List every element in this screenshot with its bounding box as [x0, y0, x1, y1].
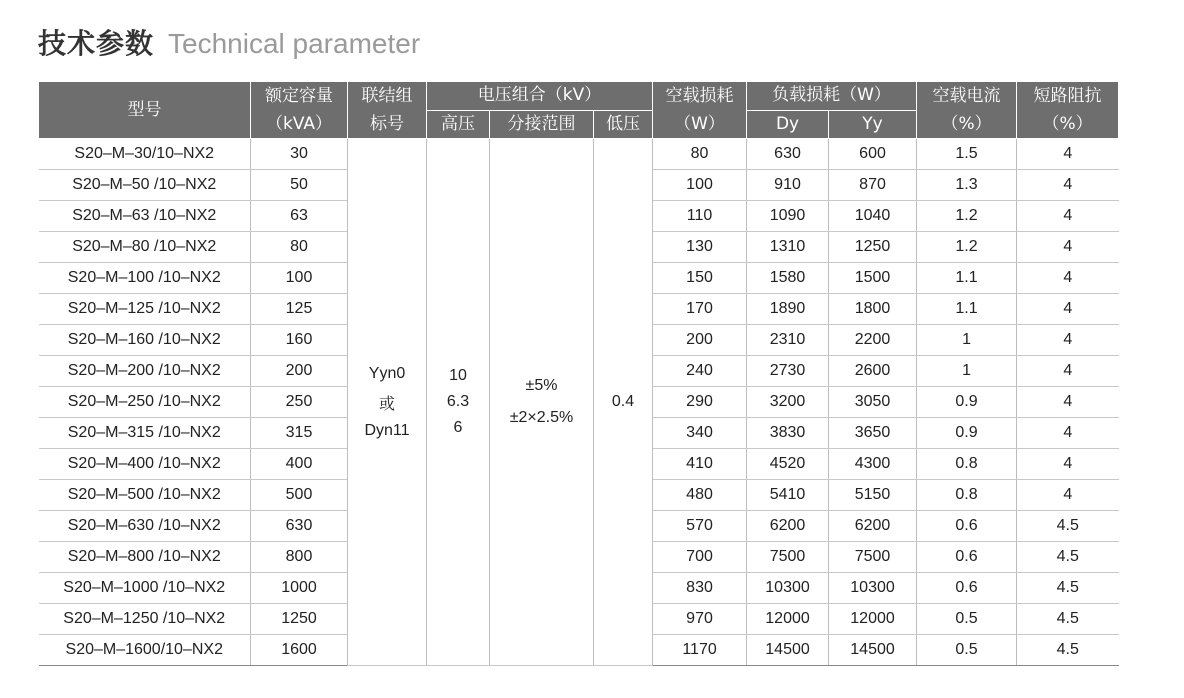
cell-noload-loss: 130: [653, 232, 747, 263]
cell-load-loss-yy: 14500: [829, 635, 917, 666]
cell-model: S20–M–63 /10–NX2: [39, 201, 251, 232]
cell-capacity: 160: [251, 325, 348, 356]
cell-load-loss-yy: 1800: [829, 294, 917, 325]
header-capacity: 额定容量 （kVA）: [251, 82, 348, 139]
cell-impedance: 4.5: [1017, 542, 1119, 573]
cell-capacity: 630: [251, 511, 348, 542]
cell-noload-loss: 100: [653, 170, 747, 201]
cell-noload-current: 0.5: [917, 604, 1017, 635]
cell-model: S20–M–200 /10–NX2: [39, 356, 251, 387]
cell-noload-loss: 110: [653, 201, 747, 232]
cell-model: S20–M–500 /10–NX2: [39, 480, 251, 511]
cell-capacity: 315: [251, 418, 348, 449]
cell-noload-loss: 200: [653, 325, 747, 356]
table-header: [39, 82, 1119, 139]
cell-model: S20–M–800 /10–NX2: [39, 542, 251, 573]
cell-impedance: 4: [1017, 170, 1119, 201]
cell-capacity: 80: [251, 232, 348, 263]
cell-noload-current: 1.2: [917, 232, 1017, 263]
cell-model: S20–M–250 /10–NX2: [39, 387, 251, 418]
cell-capacity: 30: [251, 139, 348, 170]
cell-noload-current: 0.9: [917, 418, 1017, 449]
header-dy: Dy: [747, 110, 829, 139]
cell-model: S20–M–1600/10–NX2: [39, 635, 251, 666]
cell-load-loss-yy: 870: [829, 170, 917, 201]
cell-low-voltage: 0.4: [594, 139, 653, 666]
cell-model: S20–M–125 /10–NX2: [39, 294, 251, 325]
tap-range-value: ±5%: [525, 377, 558, 394]
cell-capacity: 400: [251, 449, 348, 480]
header-load-loss: 负载损耗（W）: [747, 82, 917, 111]
cell-noload-loss: 340: [653, 418, 747, 449]
cell-load-loss-dy: 10300: [747, 573, 829, 604]
cell-load-loss-yy: 7500: [829, 542, 917, 573]
cell-noload-current: 1: [917, 325, 1017, 356]
cell-noload-loss: 150: [653, 263, 747, 294]
cell-capacity: 800: [251, 542, 348, 573]
cell-capacity: 50: [251, 170, 348, 201]
header-yy: Yy: [829, 110, 917, 139]
cell-impedance: 4.5: [1017, 511, 1119, 542]
cell-impedance: 4: [1017, 139, 1119, 170]
cell-impedance: 4: [1017, 418, 1119, 449]
cell-impedance: 4: [1017, 201, 1119, 232]
cell-impedance: 4: [1017, 449, 1119, 480]
cell-impedance: 4.5: [1017, 635, 1119, 666]
cell-noload-current: 1: [917, 356, 1017, 387]
header-model: 型号: [39, 82, 251, 139]
cell-model: S20–M–400 /10–NX2: [39, 449, 251, 480]
cell-model: S20–M–30/10–NX2: [39, 139, 251, 170]
cell-model: S20–M–50 /10–NX2: [39, 170, 251, 201]
header-noload-loss: 空载损耗 （W）: [653, 82, 747, 139]
cell-load-loss-dy: 1310: [747, 232, 829, 263]
high-voltage-value: 6: [453, 419, 463, 436]
cell-load-loss-dy: 1890: [747, 294, 829, 325]
cell-capacity: 1250: [251, 604, 348, 635]
title-chinese: 技术参数: [38, 27, 155, 60]
cell-model: S20–M–160 /10–NX2: [39, 325, 251, 356]
cell-impedance: 4.5: [1017, 573, 1119, 604]
header-low-voltage: 低压: [594, 110, 653, 139]
cell-noload-loss: 290: [653, 387, 747, 418]
cell-load-loss-dy: 4520: [747, 449, 829, 480]
cell-connection-group: [348, 139, 427, 666]
cell-load-loss-yy: 12000: [829, 604, 917, 635]
cell-noload-current: 0.6: [917, 573, 1017, 604]
cell-load-loss-dy: 3200: [747, 387, 829, 418]
cell-noload-loss: 970: [653, 604, 747, 635]
cell-capacity: 200: [251, 356, 348, 387]
cell-load-loss-yy: 600: [829, 139, 917, 170]
cell-noload-current: 1.2: [917, 201, 1017, 232]
cell-model: S20–M–630 /10–NX2: [39, 511, 251, 542]
cell-load-loss-dy: 1090: [747, 201, 829, 232]
parameter-table: [38, 81, 1119, 666]
cell-noload-current: 0.6: [917, 511, 1017, 542]
cell-load-loss-yy: 1250: [829, 232, 917, 263]
cell-load-loss-yy: 2600: [829, 356, 917, 387]
high-voltage-value: 10: [449, 367, 467, 384]
cell-load-loss-dy: 12000: [747, 604, 829, 635]
cell-load-loss-dy: 3830: [747, 418, 829, 449]
cell-load-loss-yy: 5150: [829, 480, 917, 511]
cell-load-loss-dy: 910: [747, 170, 829, 201]
cell-noload-loss: 570: [653, 511, 747, 542]
cell-load-loss-yy: 3050: [829, 387, 917, 418]
header-high-voltage: 高压: [427, 110, 490, 139]
cell-model: S20–M–80 /10–NX2: [39, 232, 251, 263]
cell-load-loss-yy: 3650: [829, 418, 917, 449]
cell-load-loss-dy: 2730: [747, 356, 829, 387]
cell-high-voltage: [427, 139, 490, 666]
cell-noload-loss: 700: [653, 542, 747, 573]
cell-noload-loss: 80: [653, 139, 747, 170]
cell-capacity: 250: [251, 387, 348, 418]
cell-load-loss-dy: 2310: [747, 325, 829, 356]
cell-impedance: 4: [1017, 387, 1119, 418]
page-title: [38, 22, 420, 66]
cell-noload-current: 0.8: [917, 449, 1017, 480]
cell-impedance: 4: [1017, 263, 1119, 294]
header-voltage: 电压组合（kV）: [427, 82, 653, 111]
header-tap-range: 分接范围: [490, 110, 594, 139]
high-voltage-value: 6.3: [446, 393, 470, 410]
cell-tap-range: [490, 139, 594, 666]
cell-noload-current: 1.1: [917, 263, 1017, 294]
connection-value: Dyn11: [364, 421, 410, 439]
table-row: [39, 139, 1119, 170]
cell-load-loss-yy: 1500: [829, 263, 917, 294]
cell-impedance: 4: [1017, 325, 1119, 356]
cell-capacity: 63: [251, 201, 348, 232]
cell-noload-current: 0.6: [917, 542, 1017, 573]
cell-model: S20–M–1000 /10–NX2: [39, 573, 251, 604]
cell-noload-loss: 170: [653, 294, 747, 325]
cell-model: S20–M–1250 /10–NX2: [39, 604, 251, 635]
cell-noload-current: 1.1: [917, 294, 1017, 325]
cell-model: S20–M–100 /10–NX2: [39, 263, 251, 294]
cell-noload-current: 1.5: [917, 139, 1017, 170]
cell-load-loss-yy: 10300: [829, 573, 917, 604]
table-body: [39, 139, 1119, 666]
cell-model: S20–M–315 /10–NX2: [39, 418, 251, 449]
cell-impedance: 4: [1017, 356, 1119, 387]
header-connection: 联结组 标号: [348, 82, 427, 139]
cell-impedance: 4: [1017, 294, 1119, 325]
title-english: Technical parameter: [168, 28, 421, 59]
cell-capacity: 1600: [251, 635, 348, 666]
cell-noload-current: 1.3: [917, 170, 1017, 201]
cell-capacity: 500: [251, 480, 348, 511]
cell-capacity: 1000: [251, 573, 348, 604]
header-noload-current: 空载电流 （%）: [917, 82, 1017, 139]
cell-noload-current: 0.5: [917, 635, 1017, 666]
cell-noload-loss: 1170: [653, 635, 747, 666]
cell-load-loss-dy: 630: [747, 139, 829, 170]
cell-noload-loss: 240: [653, 356, 747, 387]
cell-load-loss-dy: 14500: [747, 635, 829, 666]
cell-impedance: 4: [1017, 480, 1119, 511]
cell-load-loss-dy: 1580: [747, 263, 829, 294]
cell-load-loss-dy: 6200: [747, 511, 829, 542]
cell-capacity: 125: [251, 294, 348, 325]
tap-range-value: ±2×2.5%: [509, 409, 574, 426]
cell-load-loss-yy: 2200: [829, 325, 917, 356]
cell-load-loss-yy: 6200: [829, 511, 917, 542]
connection-value: Yyn0: [368, 364, 406, 382]
cell-load-loss-yy: 1040: [829, 201, 917, 232]
cell-impedance: 4.5: [1017, 604, 1119, 635]
cell-noload-current: 0.9: [917, 387, 1017, 418]
cell-noload-current: 0.8: [917, 480, 1017, 511]
cell-load-loss-yy: 4300: [829, 449, 917, 480]
cell-noload-loss: 830: [653, 573, 747, 604]
cell-impedance: 4: [1017, 232, 1119, 263]
connection-value: 或: [378, 395, 395, 413]
header-impedance: 短路阻抗 （%）: [1017, 82, 1119, 139]
cell-noload-loss: 480: [653, 480, 747, 511]
cell-capacity: 100: [251, 263, 348, 294]
cell-load-loss-dy: 5410: [747, 480, 829, 511]
cell-load-loss-dy: 7500: [747, 542, 829, 573]
cell-noload-loss: 410: [653, 449, 747, 480]
